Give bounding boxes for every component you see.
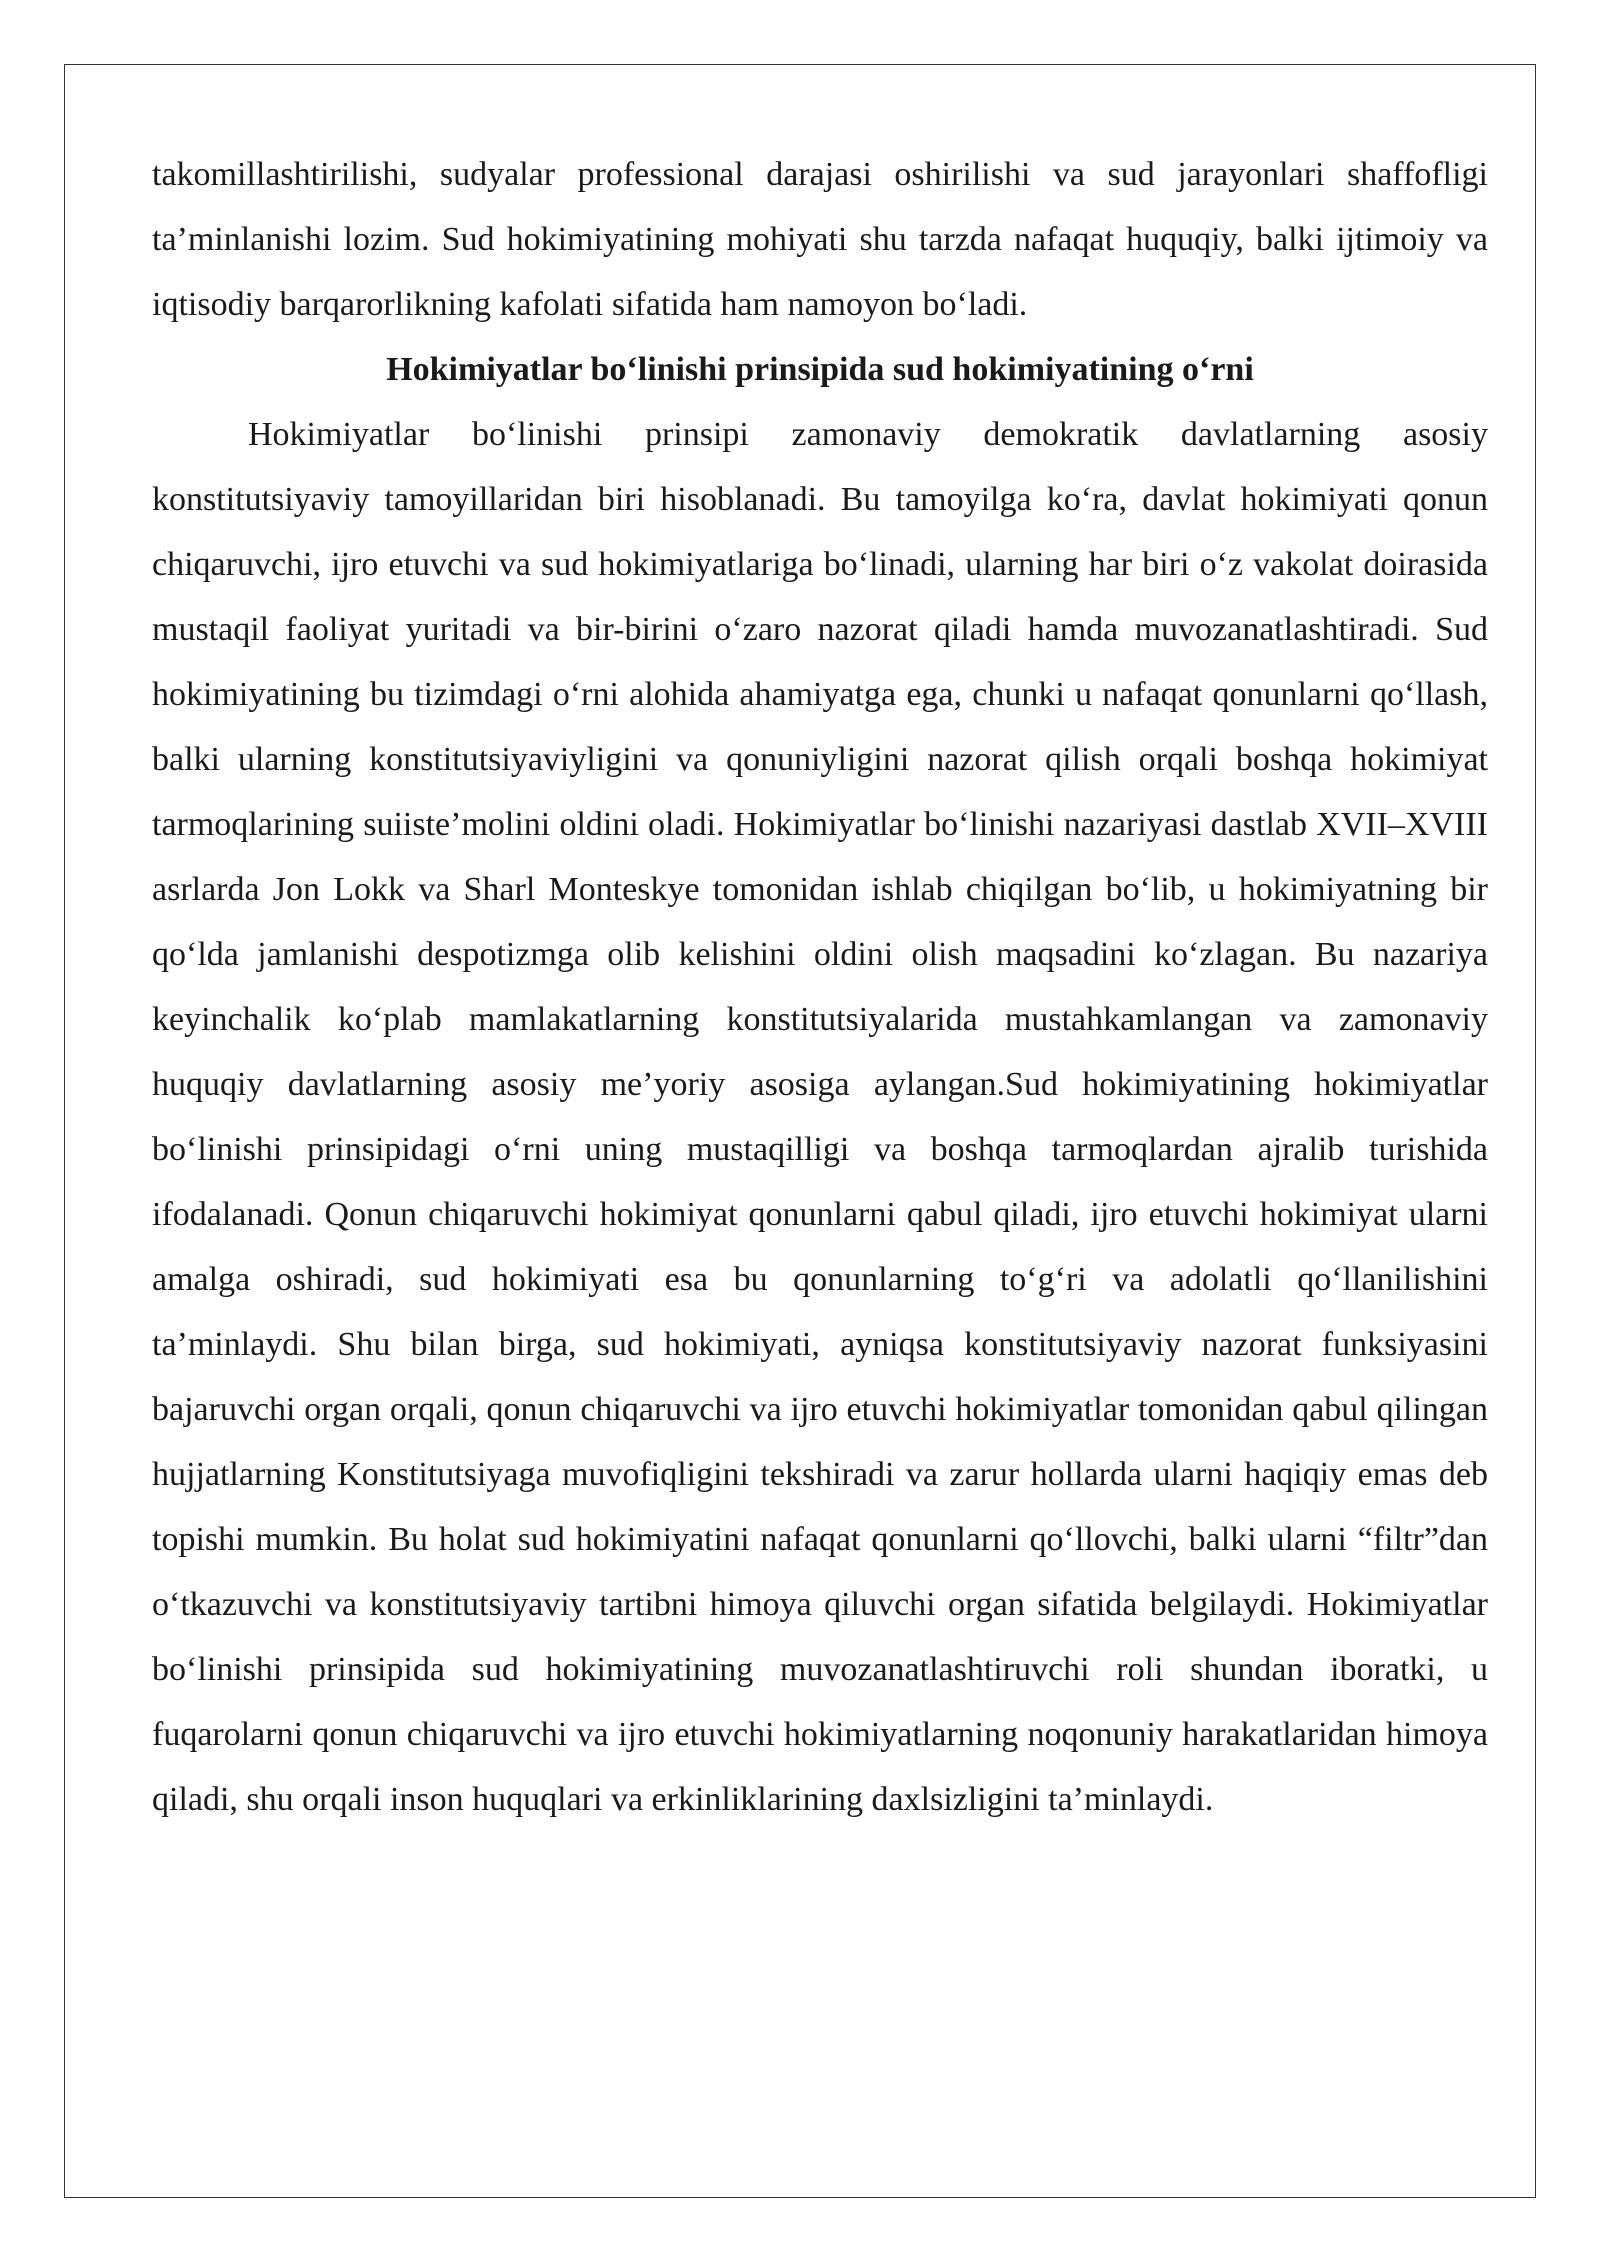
section-heading: Hokimiyatlar bo‘linishi prinsipida sud hokimiyatining o‘rni [386, 351, 1254, 388]
body-paragraph: Hokimiyatlar bo‘linishi prinsipi zamonaviy demokratik davlatlarning asosiy konstitutsiyaviy tamoyillaridan biri hisoblanadi. Bu tamoyilga ko‘ra, davlat hokimiyati qonun chiqaruvchi, ijro etuvchi va sud hokimiyatlariga bo‘linadi, ularning har biri o‘z vakolat doirasida mustaqil faoliyat yuritadi va bir-birini o‘zaro nazorat qiladi hamda muvozanatlashtiradi. Sud hokimiyatining bu tizimdagi o‘rni alohida ahamiyatga ega, chunki u nafaqat qonunlarni qo‘llash, balki ularning konstitutsiyaviyligini va qonuniyligini nazorat qilish orqali boshqa hokimiyat tarmoqlarining suiiste’molini oldini oladi. Hokimiyatlar bo‘linishi nazariyasi dastlab XVII–XVIII asrlarda Jon Lokk va Sharl Monteskye tomonidan ishlab chiqilgan bo‘lib, u hokimiyatning bir qo‘lda jamlanishi despotizmga olib kelishini oldini olish maqsadini ko‘zlagan. Bu nazariya keyinchalik ko‘plab mamlakatlarning konstitutsiyalarida mustahkamlangan va zamonaviy huquqiy davlatlarning asosiy me’yoriy asosiga aylangan.Sud hokimiyatining hokimiyatlar bo‘linishi prinsipidagi o‘rni uning mustaqilligi va boshqa tarmoqlardan ajralib turishida ifodalanadi. Qonun chiqaruvchi hokimiyat qonunlarni qabul qiladi, ijro etuvchi hokimiyat ularni amalga oshiradi, sud hokimiyati esa bu qonunlarning to‘g‘ri va adolatli qo‘llanilishini ta’minlaydi. Shu bilan birga, sud hokimiyati, ayniqsa konstitutsiyaviy nazorat funksiyasini bajaruvchi organ orqali, qonun chiqaruvchi va ijro etuvchi hokimiyatlar tomonidan qabul qilingan hujjatlarning Konstitutsiyaga muvofiqligini tekshiradi va zarur hollarda ularni haqiqiy emas deb topishi mumkin. Bu holat sud hokimiyatini nafaqat qonunlarni qo‘llovchi, balki ularni “filtr”dan o‘tkazuvchi va konstitutsiyaviy tartibni himoya qiluvchi organ sifatida belgilaydi. Hokimiyatlar bo‘linishi prinsipida sud hokimiyatining muvozanatlashtiruvchi roli shundan iboratki, u fuqarolarni qonun chiqaruvchi va ijro etuvchi hokimiyatlarning noqonuniy harakatlaridan himoya qiladi, shu orqali inson huquqlari va erkinliklarining daxlsizligini ta’minlaydi. [152, 416, 1488, 1818]
document-body [152, 142, 1488, 1832]
paragraph-continuation: takomillashtirilishi, sudyalar professional darajasi oshirilishi va sud jarayonlari shaffofligi ta’minlanishi lozim. Sud hokimiyatining mohiyati shu tarzda nafaqat huquqiy, balki ijtimoiy va iqtisodiy barqarorlikning kafolati sifatida ham namoyon bo‘ladi. [152, 156, 1488, 323]
